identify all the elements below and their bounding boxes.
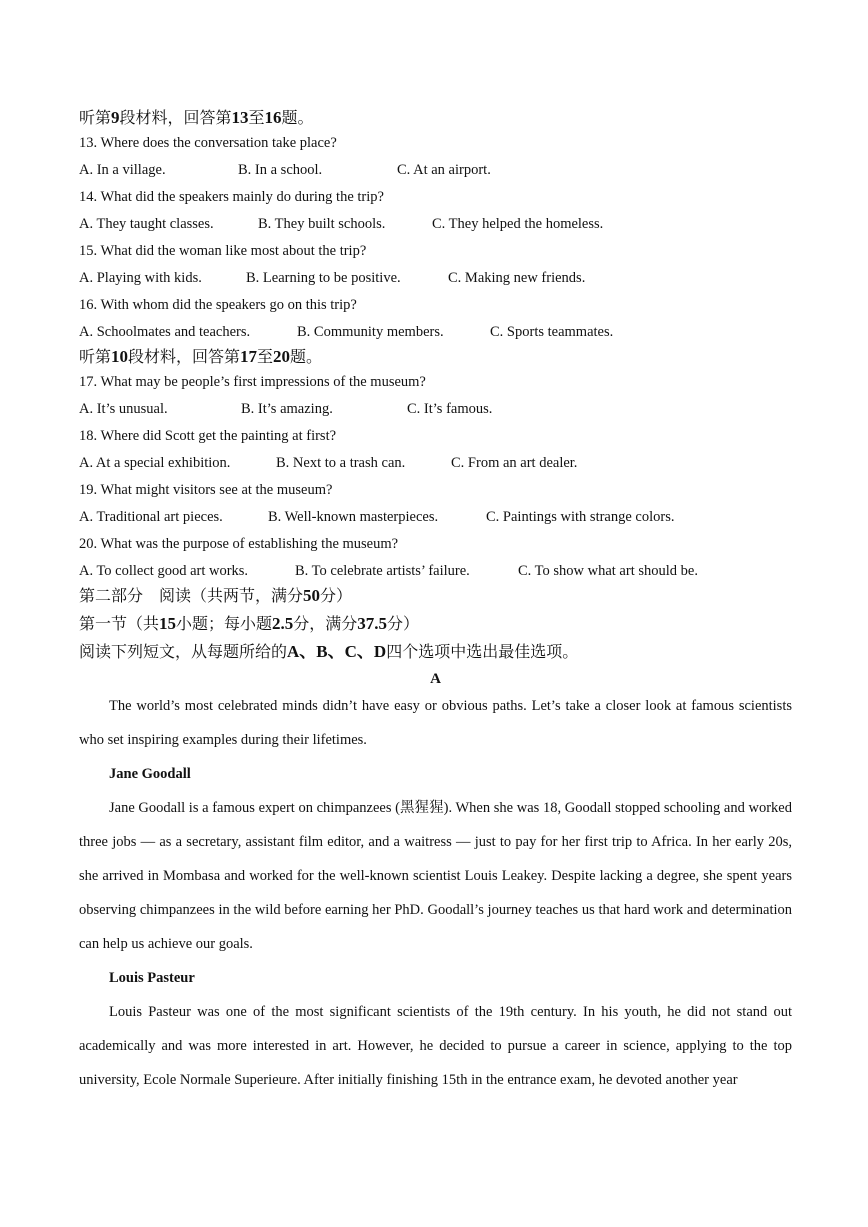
option-c: C. Paintings with strange colors. [486,509,675,525]
part-2-title [79,585,792,607]
option-a: A. Schoolmates and teachers. [79,324,251,340]
question-13-options [79,161,792,179]
passage-heading-pasteur: Louis Pasteur [109,970,195,986]
section-9-header [79,107,792,129]
header-text: 小题；每小题 [176,614,273,633]
option-c: C. At an airport. [397,162,491,178]
reading-instructions [79,641,792,663]
section-1-title [79,613,792,635]
option-c: C. From an art dealer. [451,455,578,471]
header-text: 第一节（共 [79,614,160,633]
header-number: 15 [159,614,177,633]
header-number: 17 [240,347,258,366]
passage-paragraph-pasteur: Louis Pasteur was one of the most significant scientists of the 19th century. In his youth, he did not stand out academically and was more interested in art. However, he decided to pursue a career in science, applying to the top university, Ecole Normale Superieure. After initially finishing 15th in the entrance exam, he devoted another year [79,1004,792,1088]
option-a: A. Playing with kids. [79,270,202,286]
question-20-options [79,562,792,580]
option-b: B. Learning to be positive. [246,270,401,286]
header-text: 阅读下列短文，从每题所给的 [79,642,288,661]
header-number: 10 [111,347,129,366]
question-14: 14. What did the speakers mainly do during the trip? [79,189,384,205]
option-b: B. They built schools. [258,216,386,232]
header-text: 四个选项中选出最佳选项。 [386,642,579,661]
option-c: C. Making new friends. [448,270,586,286]
header-text: 分，满分 [293,614,358,633]
passage-title: A [430,671,441,687]
option-a: A. It’s unusual. [79,401,168,417]
header-text: 第二部分 阅读（共两节，满分 [79,586,304,605]
header-number: 20 [273,347,291,366]
header-text: 分） [320,586,353,605]
header-number: 50 [303,586,321,605]
header-text: 题。 [281,108,314,127]
option-a: A. Traditional art pieces. [79,509,223,525]
section-10-header [79,346,792,368]
question-17-options [79,400,792,418]
passage-intro: The world’s most celebrated minds didn’t have easy or obvious paths. Let’s take a closer look at famous scientists who set inspiring examples during their lifetimes. [79,698,792,748]
option-c: C. It’s famous. [407,401,493,417]
question-15-options [79,269,792,287]
header-number: 9 [111,108,120,127]
option-a: A. To collect good art works. [79,563,249,579]
option-c: C. Sports teammates. [490,324,614,340]
option-a: A. At a special exhibition. [79,455,231,471]
page-content [79,107,792,1097]
passage-paragraph-goodall: Jane Goodall is a famous expert on chimpanzees (黑猩猩). When she was 18, Goodall stopped schooling and worked three jobs — as a secretary, assistant film editor, and a waitress — just to pay for her first trip to Africa. In her early 20s, she arrived in Mombasa and worked for the well-known scientist Louis Leakey. Despite lacking a degree, she spent years observing chimpanzees in the wild before earning her PhD. Goodall’s journey teaches us that hard work and determination can help us achieve our goals. [79,800,792,952]
header-text: 听第 [79,347,112,366]
header-text: 题。 [290,347,323,366]
option-b: B. It’s amazing. [241,401,333,417]
header-number: 2.5 [272,614,294,633]
header-number: 16 [264,108,282,127]
header-text: 至 [257,347,274,366]
question-15: 15. What did the woman like most about the trip? [79,243,367,259]
header-letters: A、B、C、D [287,642,387,661]
header-text: 段材料，回答第 [128,347,241,366]
passage-heading-goodall: Jane Goodall [109,766,191,782]
option-a: A. They taught classes. [79,216,214,232]
header-text: 分） [387,614,420,633]
question-13: 13. Where does the conversation take place? [79,135,337,151]
header-number: 13 [231,108,249,127]
option-a: A. In a village. [79,162,166,178]
header-text: 至 [248,108,265,127]
header-number: 37.5 [357,614,388,633]
option-b: B. Well-known masterpieces. [268,509,439,525]
header-text: 段材料，回答第 [119,108,232,127]
question-20: 20. What was the purpose of establishing the museum? [79,536,399,552]
question-14-options [79,215,792,233]
question-19-options [79,508,792,526]
option-b: B. In a school. [238,162,323,178]
option-b: B. Next to a trash can. [276,455,406,471]
question-17: 17. What may be people’s first impressions of the museum? [79,374,426,390]
option-c: C. They helped the homeless. [432,216,604,232]
question-18-options [79,454,792,472]
question-18: 18. Where did Scott get the painting at first? [79,428,337,444]
question-16-options [79,323,792,341]
option-b: B. To celebrate artists’ failure. [295,563,470,579]
option-c: C. To show what art should be. [518,563,698,579]
question-16: 16. With whom did the speakers go on this trip? [79,297,357,313]
header-text: 听第 [79,108,112,127]
question-19: 19. What might visitors see at the museum? [79,482,333,498]
option-b: B. Community members. [297,324,444,340]
